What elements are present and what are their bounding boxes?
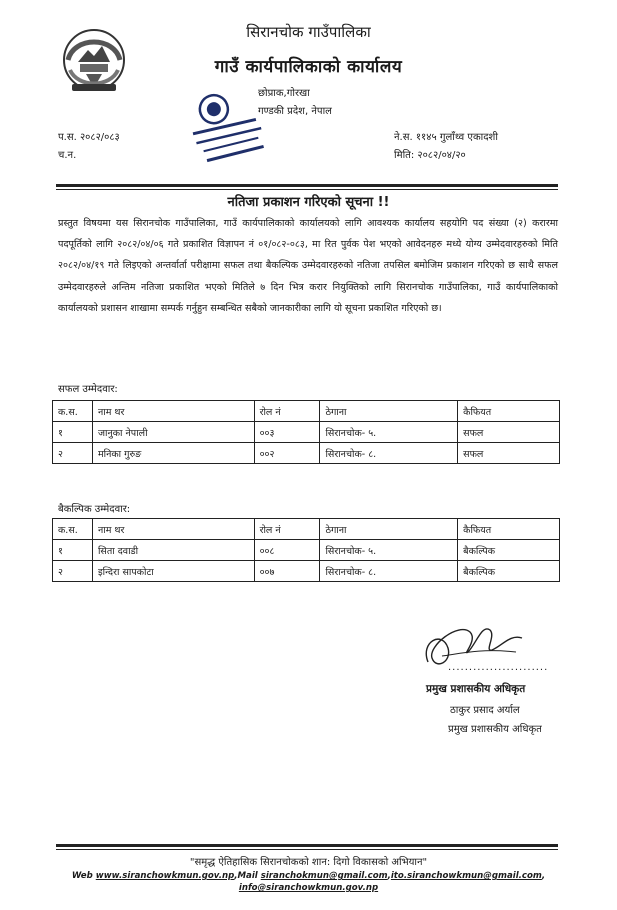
alternate-candidates-table — [52, 518, 560, 582]
notice-body: प्रस्तुत विषयमा यस सिरानचोक गाउँपालिका, गाउँ कार्यपालिकाको कार्यालयको लागि आवश्यक कार्यालय सहयोगि पद संख्या (२) करारमा पदपूर्तिको लागि २०८२/०४/०६ गते प्रकाशित विज्ञापन नं ०१/०८२-०८३, मा रित पुर्वक पेश भएको आवेदनहरु मध्ये योग्य उम्मेदवारहरुको मिति २०८२/०४/१९ गते लिइएको अन्तर्वार्ता परीक्षामा सफल तथा बैकल्पिक उम्मेदवारहरुको नतिजा तपसिल बमोजिम प्रकाशन गरिएको छ साथै सफल उम्मेदवारहरुले अन्तिम नतिजा प्रकाशित भएको मितिले ७ दिन भित्र करार नियुक्तिको लागि सिरानचोक गाउँपालिका, गाउँ कार्यपालिकाको कार्यालयको प्रशासन शाखामा सम्पर्क गर्नुहुन सम्बन्धित सबैको जानकारीका लागि यो सूचना प्रकाशित गरिएको छ। — [58, 218, 558, 314]
column-header: रोल नं — [254, 401, 320, 422]
address-line2: गण्डकी प्रदेश, नेपाल — [258, 106, 332, 117]
signatory-title: प्रमुख प्रशासकीय अधिकृत — [448, 724, 542, 735]
alternate-heading: बैकल्पिक उम्मेदवार: — [58, 504, 131, 515]
table-cell: मनिका गुरुङ — [92, 443, 254, 464]
column-header: कैफियत — [458, 519, 560, 540]
table-cell: ००३ — [254, 422, 320, 443]
signature-line: ........................ — [448, 662, 549, 673]
table-cell: सिरानचोक- ८. — [320, 561, 458, 582]
footer-contact: Web www.siranchowkmun.gov.np,Mail siranchokmun@gmail.com,ito.siranchowkmun@gmail.com, info@siranchowkmun.gov.np — [71, 871, 546, 893]
header-divider — [56, 184, 558, 187]
website-link[interactable]: www.siranchowkmun.gov.np — [95, 871, 235, 881]
footer-slogan: "समृद्ध ऐतिहासिक सिरानचोकको शान: दिगो विकासको अभियान" — [189, 857, 428, 868]
table-cell: ००२ — [254, 443, 320, 464]
email-link-1[interactable]: siranchokmun@gmail.com — [260, 871, 388, 881]
notice-title: नतिजा प्रकाशन गरिएको सूचना !! — [227, 195, 390, 210]
footer-divider — [56, 844, 558, 847]
table-cell: १ — [53, 540, 93, 561]
signatory-designation: प्रमुख प्रशासकीय अधिकृत — [426, 683, 526, 695]
table-cell: सफल — [458, 443, 560, 464]
table-cell: २ — [53, 443, 93, 464]
table-cell: इन्दिरा सापकोटा — [92, 561, 254, 582]
email-link-3[interactable]: info@siranchowkmun.gov.np — [238, 883, 379, 893]
table-cell: बैकल्पिक — [458, 561, 560, 582]
footer-divider-thin — [56, 849, 558, 850]
column-header: ठेगाना — [320, 519, 458, 540]
office-stamp — [186, 82, 266, 168]
table-cell: ००८ — [254, 540, 320, 561]
address-line1: छोप्राक,गोरखा — [258, 88, 310, 99]
mail-label: ,Mail — [234, 871, 261, 881]
table-header-row — [53, 401, 560, 422]
web-label: Web — [71, 871, 96, 881]
issue-date: मिति: २०८२/०४/२० — [394, 150, 466, 161]
table-cell: सिता दवाडी — [92, 540, 254, 561]
municipality-name: सिरानचोक गाउँपालिका — [246, 23, 371, 41]
table-row — [53, 443, 560, 464]
dispatch-number: च.न. — [58, 150, 77, 161]
successful-candidates-table — [52, 400, 560, 464]
fiscal-year: प.स. २०८२/०८३ — [58, 132, 120, 143]
column-header: नाम थर — [92, 519, 254, 540]
successful-heading: सफल उम्मेदवार: — [58, 384, 118, 395]
office-name: गाउँ कार्यपालिकाको कार्यालय — [214, 57, 403, 77]
table-cell: जानुका नेपाली — [92, 422, 254, 443]
table-cell: १ — [53, 422, 93, 443]
table-cell: ००७ — [254, 561, 320, 582]
table-row — [53, 422, 560, 443]
column-header: नाम थर — [92, 401, 254, 422]
table-cell: सफल — [458, 422, 560, 443]
header-divider-thin — [56, 189, 558, 190]
table-cell: बैकल्पिक — [458, 540, 560, 561]
table-header-row — [53, 519, 560, 540]
table-row — [53, 540, 560, 561]
signatory-name: ठाकुर प्रसाद अर्याल — [450, 705, 520, 716]
column-header: ठेगाना — [320, 401, 458, 422]
column-header: क.स. — [53, 401, 93, 422]
column-header: कैफियत — [458, 401, 560, 422]
column-header: क.स. — [53, 519, 93, 540]
nepal-sambat-date: ने.स. ११४५ गुलाँथ्व एकादशी — [394, 132, 498, 143]
table-cell: सिरानचोक- ८. — [320, 443, 458, 464]
column-header: रोल नं — [254, 519, 320, 540]
table-cell: सिरानचोक- ५. — [320, 540, 458, 561]
table-cell: २ — [53, 561, 93, 582]
table-cell: सिरानचोक- ५. — [320, 422, 458, 443]
email-link-2[interactable]: ito.siranchowkmun@gmail.com — [390, 871, 542, 881]
table-row — [53, 561, 560, 582]
